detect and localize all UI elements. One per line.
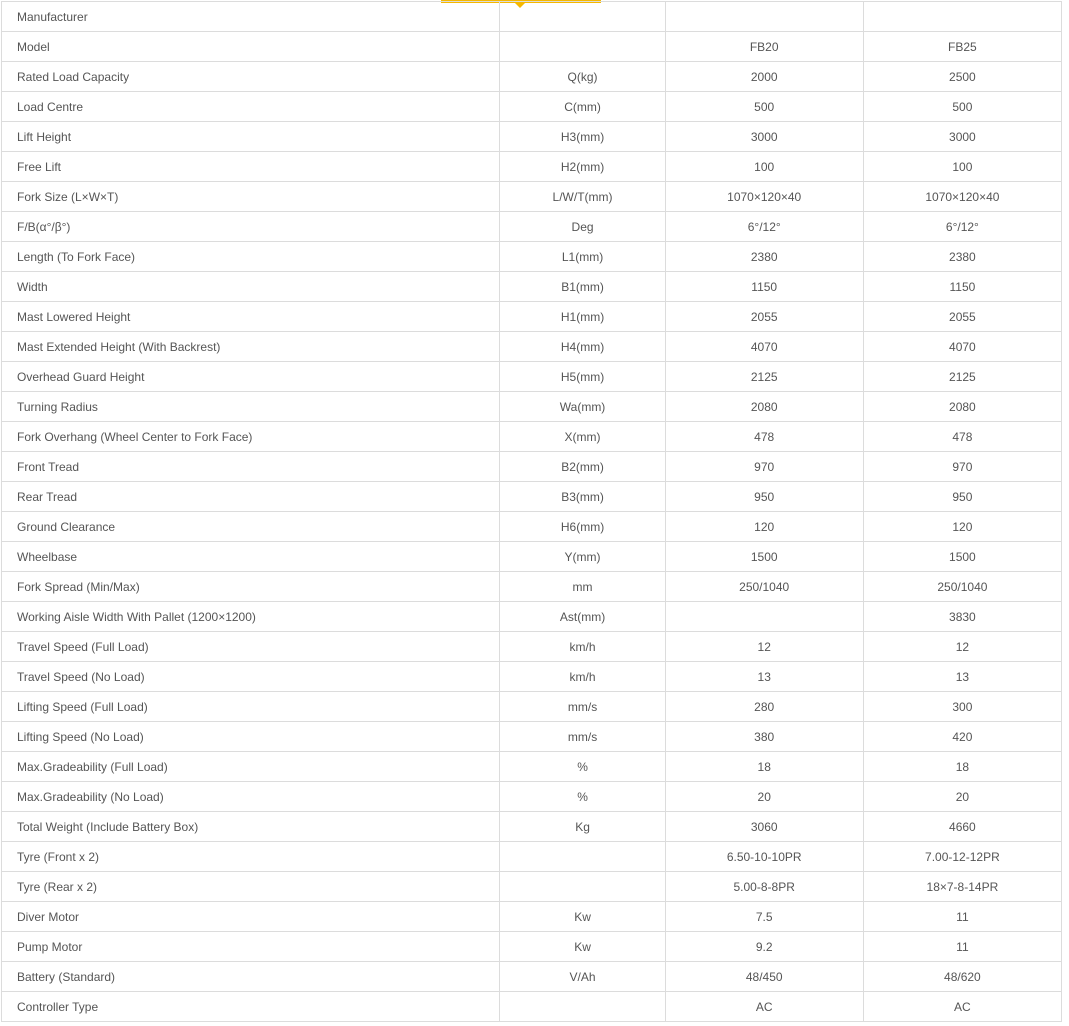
spec-value-fb20: 478 [665, 422, 863, 452]
spec-unit: H6(mm) [500, 512, 665, 542]
spec-unit: % [500, 782, 665, 812]
spec-label: Free Lift [2, 152, 500, 182]
table-row [2, 302, 1062, 332]
spec-value-fb25: 3830 [863, 602, 1061, 632]
spec-label: Working Aisle Width With Pallet (1200×1200) [2, 602, 500, 632]
table-row [2, 332, 1062, 362]
table-row [2, 182, 1062, 212]
spec-unit: Deg [500, 212, 665, 242]
spec-value-fb20: 7.5 [665, 902, 863, 932]
spec-value-fb20: 2000 [665, 62, 863, 92]
spec-value-fb20: 1150 [665, 272, 863, 302]
spec-value-fb20: 18 [665, 752, 863, 782]
spec-unit: % [500, 752, 665, 782]
spec-unit: H4(mm) [500, 332, 665, 362]
spec-unit: L/W/T(mm) [500, 182, 665, 212]
spec-label: Pump Motor [2, 932, 500, 962]
spec-unit [500, 2, 665, 32]
spec-value-fb25: 100 [863, 152, 1061, 182]
spec-value-fb20 [665, 602, 863, 632]
spec-label: Mast Extended Height (With Backrest) [2, 332, 500, 362]
spec-value-fb25: 120 [863, 512, 1061, 542]
spec-label: Rear Tread [2, 482, 500, 512]
spec-value-fb20: 48/450 [665, 962, 863, 992]
spec-value-fb20: 9.2 [665, 932, 863, 962]
spec-value-fb20: 120 [665, 512, 863, 542]
spec-value-fb20 [665, 2, 863, 32]
spec-label: Max.Gradeability (No Load) [2, 782, 500, 812]
spec-value-fb25: 6°/12° [863, 212, 1061, 242]
spec-label: Mast Lowered Height [2, 302, 500, 332]
table-row [2, 512, 1062, 542]
spec-value-fb25: 478 [863, 422, 1061, 452]
spec-value-fb25: 2380 [863, 242, 1061, 272]
table-row [2, 602, 1062, 632]
spec-value-fb25: 48/620 [863, 962, 1061, 992]
table-row [2, 962, 1062, 992]
spec-label: Fork Spread (Min/Max) [2, 572, 500, 602]
spec-label: Ground Clearance [2, 512, 500, 542]
table-row [2, 902, 1062, 932]
spec-unit: B3(mm) [500, 482, 665, 512]
spec-unit [500, 992, 665, 1022]
spec-value-fb20: FB20 [665, 32, 863, 62]
table-row [2, 452, 1062, 482]
spec-value-fb20: 280 [665, 692, 863, 722]
table-row [2, 32, 1062, 62]
spec-label: Lifting Speed (Full Load) [2, 692, 500, 722]
spec-unit: C(mm) [500, 92, 665, 122]
spec-label: Width [2, 272, 500, 302]
spec-unit: mm [500, 572, 665, 602]
spec-value-fb20: 250/1040 [665, 572, 863, 602]
spec-value-fb20: 5.00-8-8PR [665, 872, 863, 902]
spec-unit: V/Ah [500, 962, 665, 992]
table-row [2, 242, 1062, 272]
spec-table-body [2, 2, 1062, 1022]
spec-value-fb25: 300 [863, 692, 1061, 722]
spec-label: Lifting Speed (No Load) [2, 722, 500, 752]
spec-unit: Wa(mm) [500, 392, 665, 422]
spec-value-fb25: 420 [863, 722, 1061, 752]
spec-label: Overhead Guard Height [2, 362, 500, 392]
spec-value-fb25: 12 [863, 632, 1061, 662]
spec-label: Model [2, 32, 500, 62]
spec-value-fb20: 970 [665, 452, 863, 482]
spec-value-fb20: 380 [665, 722, 863, 752]
spec-unit: H2(mm) [500, 152, 665, 182]
table-row [2, 482, 1062, 512]
spec-value-fb25: 20 [863, 782, 1061, 812]
table-row [2, 542, 1062, 572]
table-row [2, 272, 1062, 302]
spec-value-fb25: 2055 [863, 302, 1061, 332]
spec-label: Wheelbase [2, 542, 500, 572]
table-row [2, 92, 1062, 122]
table-row [2, 932, 1062, 962]
spec-unit: Q(kg) [500, 62, 665, 92]
table-row [2, 632, 1062, 662]
spec-value-fb20: 100 [665, 152, 863, 182]
spec-value-fb25: 500 [863, 92, 1061, 122]
spec-unit: X(mm) [500, 422, 665, 452]
spec-value-fb25: 11 [863, 902, 1061, 932]
table-row [2, 362, 1062, 392]
spec-value-fb25: 1500 [863, 542, 1061, 572]
table-row [2, 722, 1062, 752]
spec-value-fb25: 2500 [863, 62, 1061, 92]
spec-value-fb20: 2125 [665, 362, 863, 392]
spec-value-fb25: 4660 [863, 812, 1061, 842]
spec-label: Travel Speed (No Load) [2, 662, 500, 692]
spec-value-fb25: 11 [863, 932, 1061, 962]
spec-label: Length (To Fork Face) [2, 242, 500, 272]
spec-unit: H5(mm) [500, 362, 665, 392]
table-row [2, 692, 1062, 722]
table-row [2, 662, 1062, 692]
spec-value-fb20: 12 [665, 632, 863, 662]
table-row [2, 992, 1062, 1022]
spec-label: Turning Radius [2, 392, 500, 422]
spec-value-fb25: 7.00-12-12PR [863, 842, 1061, 872]
spec-value-fb25: 250/1040 [863, 572, 1061, 602]
spec-value-fb25: 2080 [863, 392, 1061, 422]
spec-value-fb25 [863, 2, 1061, 32]
table-row [2, 752, 1062, 782]
spec-label: Manufacturer [2, 2, 500, 32]
spec-value-fb20: 1070×120×40 [665, 182, 863, 212]
spec-label: Tyre (Front x 2) [2, 842, 500, 872]
spec-label: Fork Size (L×W×T) [2, 182, 500, 212]
spec-unit: Y(mm) [500, 542, 665, 572]
table-row [2, 2, 1062, 32]
spec-unit: H1(mm) [500, 302, 665, 332]
table-row [2, 122, 1062, 152]
table-row [2, 842, 1062, 872]
spec-unit [500, 842, 665, 872]
spec-label: Lift Height [2, 122, 500, 152]
spec-label: Total Weight (Include Battery Box) [2, 812, 500, 842]
spec-value-fb20: 4070 [665, 332, 863, 362]
spec-unit: B2(mm) [500, 452, 665, 482]
spec-table [1, 1, 1062, 1022]
spec-value-fb20: 3060 [665, 812, 863, 842]
spec-label: Travel Speed (Full Load) [2, 632, 500, 662]
spec-value-fb25: 18 [863, 752, 1061, 782]
spec-label: Load Centre [2, 92, 500, 122]
spec-unit: L1(mm) [500, 242, 665, 272]
spec-unit: B1(mm) [500, 272, 665, 302]
spec-value-fb25: 3000 [863, 122, 1061, 152]
spec-unit [500, 872, 665, 902]
table-row [2, 572, 1062, 602]
spec-unit: mm/s [500, 692, 665, 722]
spec-unit: Kg [500, 812, 665, 842]
spec-label: Tyre (Rear x 2) [2, 872, 500, 902]
spec-unit: km/h [500, 632, 665, 662]
spec-value-fb20: 3000 [665, 122, 863, 152]
spec-value-fb25: AC [863, 992, 1061, 1022]
spec-label: F/B(α°/β°) [2, 212, 500, 242]
spec-unit: H3(mm) [500, 122, 665, 152]
spec-value-fb20: 6.50-10-10PR [665, 842, 863, 872]
table-row [2, 392, 1062, 422]
table-row [2, 812, 1062, 842]
table-row [2, 152, 1062, 182]
spec-unit: Kw [500, 902, 665, 932]
spec-value-fb20: 1500 [665, 542, 863, 572]
spec-value-fb25: 13 [863, 662, 1061, 692]
spec-unit: Ast(mm) [500, 602, 665, 632]
spec-unit: km/h [500, 662, 665, 692]
spec-label: Rated Load Capacity [2, 62, 500, 92]
table-row [2, 872, 1062, 902]
spec-unit: Kw [500, 932, 665, 962]
spec-unit [500, 32, 665, 62]
spec-value-fb25: 950 [863, 482, 1061, 512]
spec-value-fb20: AC [665, 992, 863, 1022]
spec-value-fb25: 4070 [863, 332, 1061, 362]
spec-label: Fork Overhang (Wheel Center to Fork Face) [2, 422, 500, 452]
table-row [2, 212, 1062, 242]
spec-value-fb20: 20 [665, 782, 863, 812]
spec-value-fb20: 6°/12° [665, 212, 863, 242]
spec-label: Max.Gradeability (Full Load) [2, 752, 500, 782]
table-row [2, 62, 1062, 92]
spec-unit: mm/s [500, 722, 665, 752]
table-row [2, 782, 1062, 812]
spec-value-fb20: 2380 [665, 242, 863, 272]
spec-value-fb25: 18×7-8-14PR [863, 872, 1061, 902]
spec-value-fb20: 13 [665, 662, 863, 692]
spec-value-fb25: 2125 [863, 362, 1061, 392]
table-row [2, 422, 1062, 452]
spec-label: Diver Motor [2, 902, 500, 932]
spec-label: Battery (Standard) [2, 962, 500, 992]
spec-value-fb20: 2080 [665, 392, 863, 422]
spec-value-fb20: 2055 [665, 302, 863, 332]
spec-value-fb25: 1150 [863, 272, 1061, 302]
spec-value-fb25: 1070×120×40 [863, 182, 1061, 212]
spec-value-fb25: 970 [863, 452, 1061, 482]
spec-value-fb20: 500 [665, 92, 863, 122]
spec-label: Controller Type [2, 992, 500, 1022]
spec-value-fb25: FB25 [863, 32, 1061, 62]
spec-label: Front Tread [2, 452, 500, 482]
spec-value-fb20: 950 [665, 482, 863, 512]
